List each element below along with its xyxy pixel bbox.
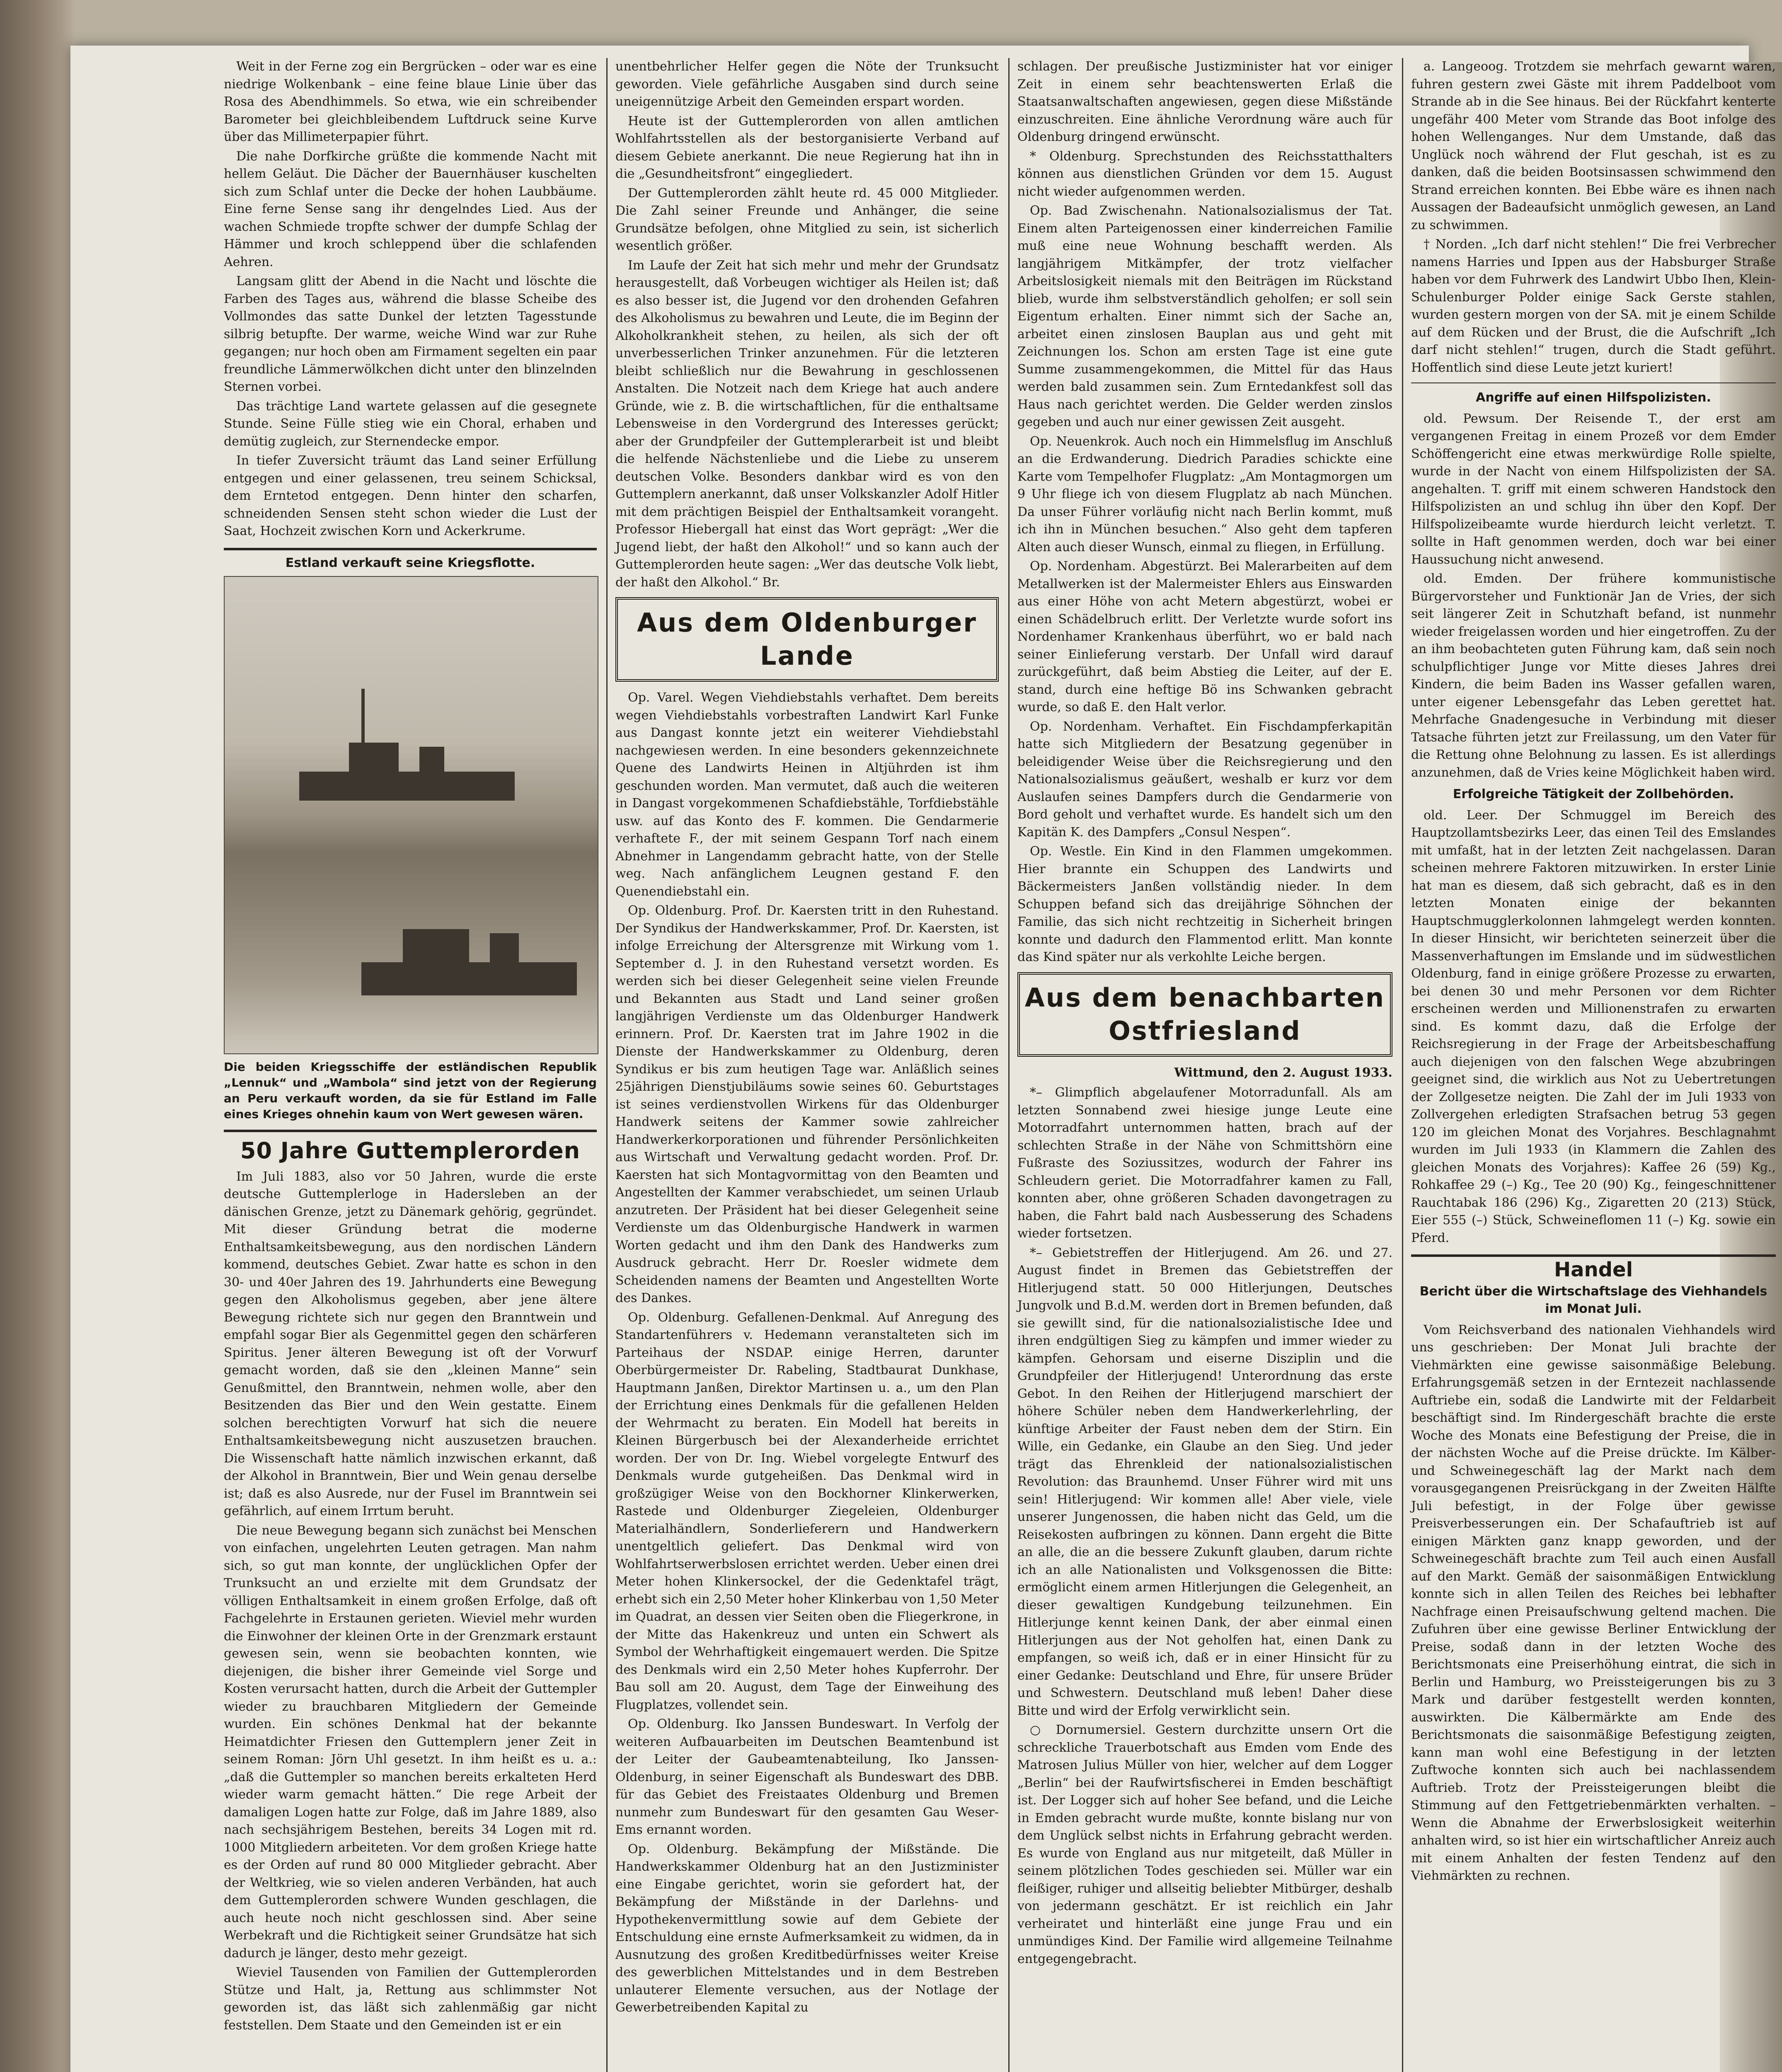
- ship-superstructure: [403, 929, 469, 962]
- news-report: * Oldenburg. Sprechstunden des Reichsstatthalters können aus dienstlichen Gründen vor dem 15. August nicht wieder aufgenommen werden.: [1017, 149, 1392, 199]
- news-report: Op. Varel. Wegen Viehdiebstahls verhaftet. Dem bereits wegen Viehdiebstahls vorbestraften Landwirt Karl Funke aus Dangast konnte jetzt ein weiterer Viehdiebstahl nachgewiesen werden. In eine besonders gekennzeichnete Quene des Landwirts Heinen in Altjührden ist ihm geschunden worden. Man vermutet, daß auch die weiteren in Dangast vorgekommenen Schafdiebstähle, Torfdiebstähle usw. auf das Konto des F. kommen. Die Gendarmerie verhaftete F., der mit seinem Gespann Torf nach einem Abnehmer in Langendamm gebracht hatte, von der Stelle weg. Nach anfänglichem Leugnen gestand F. den Quenendiebstahl ein.: [615, 690, 999, 899]
- section-rule: [224, 1130, 597, 1132]
- news-report: Op. Oldenburg. Gefallenen-Denkmal. Auf Anregung des Standartenführers v. Hedemann veranstalteten sich im Parteihaus der NSDAP. einige Herren, darunter Oberbürgermeister Dr. Rabeling, Stadtbaurat Dunkhase, Hauptmann Janßen, Direktor Martinsen u. a., um den Plan der Errichtung eines Denkmals für die gefallenen Helden der Wehrmacht zu beraten. Ein Modell hat bereits in Kleinen Bürgerbusch bei der Alexanderheide errichtet worden. Der von Dr. Ing. Wiebel vorgelegte Entwurf des Denkmals wurde gutgeheißen. Das Denkmal wird in großzügiger Weise von den Bockhorner Klinkerwerken, Rastede und Oldenburger Ziegeleien, Oldenburger Materialhändlern, Sonderlieferern und Handwerkern unentgeltlich geliefert. Das Denkmal wird von Wohlfahrtserwerbslosen errichtet werden. Ueber einen drei Meter hohen Klinkersockel, der die Gedenktafel trägt, erhebt sich ein 2,50 Meter hoher Klinkerbau von 1,50 Meter im Quadrat, an dessen vier Seiten oben die Fliegerkrone, in der Mitte das Hakenkreuz und unten ein Schwert als Symbol der Wehrhaftigkeit eingemauert werden. Die Spitze des Denkmals wird ein 2,50 Meter hohes Kupferrohr. Der Bau soll am 20. August, dem Tage der Einweihung des Flugplatzes, vollendet sein.: [615, 1310, 999, 1712]
- news-report: Op. Nordenham. Abgestürzt. Bei Malerarbeiten auf dem Metallwerken ist der Malermeister Ehlers aus Einswarden aus einer Höhe von acht Metern abgestürzt, wobei er einen Schädelbruch erlitt. Der Verletzte wurde sofort ins Nordenhamer Krankenhaus überführt, wo er bald nach seiner Einlieferung verstarb. Der Unfall wird darauf zurückgeführt, daß beim Abstieg die Leiter, auf der E. stand, durch eine heftige Bö ins Schwanken gebracht wurde, so daß E. den Halt verlor.: [1017, 559, 1392, 714]
- ship-funnel: [490, 933, 519, 962]
- section-rule: [1411, 1254, 1776, 1257]
- paragraph: Das trächtige Land wartete gelassen auf die gesegnete Stunde. Seine Fülle stieg wie ein Choral, erhaben und demütig zugleich, zur Sternendecke empor.: [224, 399, 597, 449]
- news-report: Op. Oldenburg. Bekämpfung der Mißstände. Die Handwerkskammer Oldenburg hat an den Justizminister eine Eingabe gerichtet, worin sie gefordert hat, der Bekämpfung der Mißstände in der Darlehns- und Hypothekenvermittlung sowie auf dem Gebiete der Entschuldung eine ernste Aufmerksamkeit zu widmen, da in Ausnutzung des großen Kreditbedürfnisses weiter Kreise des gewerblichen Mittelstandes und in dem Bestreben unlauterer Elemente versuchen, aus der Notlage der Gewerbetreibenden Kapital zu: [615, 1842, 999, 2015]
- news-report: Op. Nordenham. Verhaftet. Ein Fischdampferkapitän hatte sich Mitgliedern der Besatzung gegenüber in beleidigender Weise über die Reichsregierung und den Nationalsozialismus geäußert, weshalb er kurz vor dem Auslaufen seines Dampfers durch die Gendarmerie von Bord geholt und verhaftet wurde. Es handelt sich um den Kapitän K. des Dampfers „Consul Nespen“.: [1017, 719, 1392, 840]
- news-report: old. Pewsum. Der Reisende T., der erst am vergangenen Freitag in einem Prozeß vor dem Emder Schöffengericht eine etwas merkwürdige Rolle spielte, wurde in der Nacht von einem Hilfspolizisten der SA. angehalten. T. griff mit einem schweren Handstock den Hilfspolizisten an und schlug ihn über den Kopf. Der Hilfspolizeibeamte wurde hierdurch leicht verletzt. T. sollte in Haft genommen werden, doch war bei einer Haussuchung nicht anwesend.: [1411, 411, 1776, 567]
- paragraph: Wieviel Tausenden von Familien der Guttemplerorden Stütze und Halt, ja, Rettung aus schlimmster Not geworden ist, das läßt sich zahlenmäßig gar nicht feststellen. Dem Staate und den Gemeinden ist er ein: [224, 1965, 597, 2033]
- photo-title: Estland verkauft seine Kriegsflotte.: [285, 555, 535, 570]
- news-report: *– Glimpflich abgelaufener Motorradunfall. Als am letzten Sonnabend zwei hiesige junge Leute eine Motorradfahrt unternommen hatten, brach auf der schlechten Straße in der Nähe von Schmittshörn eine Fußraste des Soziussitzes, wodurch der Fahrer ins Schleudern geriet. Die Motorradfahrer kamen zu Fall, konnten aber, ohne größeren Schaden davongetragen zu haben, die Fahrt bald nach Ausbesserung des Schadens wieder fortsetzen.: [1017, 1085, 1392, 1241]
- ship-mast: [361, 689, 365, 747]
- paragraph: Im Juli 1883, also vor 50 Jahren, wurde die erste deutsche Guttemplerloge in Hadersleben an der dänischen Grenze, jetzt zu Dänemark gehörig, gegründet. Mit dieser Gründung betrat die moderne Enthaltsamkeitsbewegung, aus den nordischen Ländern kommend, deutsches Gebiet. Zwar hatte es schon in den 30- und 40er Jahren des 19. Jahrhunderts eine Bewegung gegen den Alkoholismus gegeben, aber jene ältere Bewegung richtete sich nur gegen den Branntwein und empfahl sogar Bier als Gegenmittel gegen den schärferen Spiritus. Jener älteren Bewegung ist oft der Vorwurf gemacht worden, daß sie den „kleinen Manne“ sein Genußmittel, den Branntwein, nehmen wolle, aber den Besitzenden das Bier und den Wein gestatte. Einem solchen berechtigten Vorwurf hat sich die neuere Enthaltsamkeitsbewegung nicht auszusetzen brauchen. Die Wissenschaft hatte nämlich inzwischen erkannt, daß der Alkohol in Branntwein, Bier und Wein genau derselbe ist; daß es also Ausrede, nur der Fusel im Branntwein sei gefährlich, auf einem Irrtum beruht.: [224, 1169, 597, 1518]
- paragraph: Weit in der Ferne zog ein Bergrücken – oder war es eine niedrige Wolkenbank – eine feine blaue Linie über das Rosa des Abendhimmels. So etwa, wie ein schreibender Barometer bei gleichbleibendem Luftdruck seine Kurve über das Millimeterpapier führt.: [224, 59, 597, 144]
- news-report: a. Langeoog. Trotzdem sie mehrfach gewarnt waren, fuhren gestern zwei Gäste mit ihrem Paddelboot vom Strande ab in die See hinaus. Bei der Rückfahrt kenterte ungefähr 400 Meter vom Strande das Boot infolge des hohen Wellenganges. Nur dem Umstande, daß das Unglück noch während der Flut geschah, ist es zu danken, daß die beiden Bootsinsassen schwimmend den Strand erreichen konnten. Bei Ebbe wäre es ihnen nach Aussagen der Badeaufsicht unmöglich gewesen, an Land zu schwimmen.: [1411, 59, 1776, 232]
- news-report: Op. Oldenburg. Iko Janssen Bundeswart. In Verfolg der weiteren Aufbauarbeiten im Deutschen Beamtenbund ist der Leiter der Gaubeamtenabteilung, Iko Janssen-Oldenburg, in seiner Eigenschaft als Bundeswart des DBB. für das Gebiet des Freistaates Oldenburg und Bremen nunmehr zum Bundeswart für den gesamten Gau Weser-Ems ernannt worden.: [615, 1717, 999, 1837]
- photo-caption: Die beiden Kriegsschiffe der estländischen Republik „Lennuk“ und „Wambola“ sind jetzt von der Regierung an Peru verkauft worden, da sie für Estland im Falle eines Krieges ohnehin kaum von Wert gewesen wären.: [224, 1060, 597, 1121]
- news-report: Op. Oldenburg. Prof. Dr. Kaersten tritt in den Ruhestand. Der Syndikus der Handwerkskammer, Prof. Dr. Kaersten, ist infolge Erreichung der Altersgrenze mit Wirkung vom 1. September d. J. in den Ruhestand versetzt worden. Es werden sich bei dieser Gelegenheit seine vielen Freunde und Bekannten aus Stadt und Land seiner großen langjährigen Verdienste um das Oldenburger Handwerk erinnern. Prof. Dr. Kaersten trat im Jahre 1902 in die Dienste der Handwerkskammer zu Oldenburg, deren Syndikus er bis zum heutigen Tage war. Anläßlich seines 25jährigen Dienstjubiläums sowie seines 60. Geburtstages ist seines verdienstvollen Wirkens für das Oldenburger Handwerk seitens der Kammer sowie zahlreicher Handwerkerkorporationen und führender Persönlichkeiten aus Wirtschaft und Verwaltung gedacht worden. Prof. Dr. Kaersten hat sich Montagvormittag von den Beamten und Angestellten der Kammer verabschiedet, um seinen Urlaub anzutreten. Der Präsident hat bei dieser Gelegenheit seine Verdienste um das Oldenburgische Handwerk in warmen Worten gedacht und ihm den Dank des Handwerks zum Ausdruck gebracht. Herr Dr. Roesler widmete dem Scheidenden namens der Beamten und Angestellten Worte des Dankes.: [615, 903, 999, 1305]
- column-1: [224, 58, 597, 2036]
- news-report: old. Emden. Der frühere kommunistische Bürgervorsteher und Funktionär Jan de Vries, der sich seit längerer Zeit in Schutzhaft befand, ist nunmehr wieder freigelassen worden und hier eingetroffen. Zu der an ihm beobachteten guten Führung kam, daß sein noch schulpflichtiger Junge vor Mitte dieses Jahres drei Kindern, die beim Baden ins Wasser gefallen waren, unter eigener Lebensgefahr das Leben gerettet hat. Mehrfache Gnadengesuche in Verbindung mit dieser Tatsache führten jetzt zur Freilassung, um den Vater für die Rettung ohne Belohnung zu lassen. Es ist allerdings anzunehmen, daß de Vries keine Möglichkeit haben wird.: [1411, 571, 1776, 780]
- column-divider: [1402, 58, 1403, 2072]
- dateline: Wittmund, den 2. August 1933.: [1174, 1065, 1392, 1080]
- ship-hull: [361, 962, 577, 995]
- section-header-box: Aus dem benachbarten Ostfriesland: [1017, 972, 1392, 1057]
- subheading: Bericht über die Wirtschaftslage des Viehhandels im Monat Juli.: [1419, 1284, 1767, 1316]
- headline: 50 Jahre Guttemplerorden: [240, 1138, 581, 1164]
- news-report: Op. Neuenkrok. Auch noch ein Himmelsflug im Anschluß an die Erdwanderung. Diedrich Paradies schickte eine Karte vom Tempelhofer Flugplatz: „Am Montagmorgen um 9 Uhr fliege ich von diesem Flugplatz ab nach München. Da unser Führer vorläufig nicht nach Berlin kommt, muß ich ihn in München besuchen.“ Also geht dem tapferen Alten auch dieser Wunsch, einmal zu fliegen, in Erfüllung.: [1017, 434, 1392, 554]
- paragraph: Heute ist der Guttemplerorden von allen amtlichen Wohlfahrtsstellen als der bestorganisierte Verband auf diesem Gebiete anerkannt. Die neue Regierung hat ihn in die „Gesundheitsfront“ eingegliedert.: [615, 114, 999, 181]
- paragraph: Der Guttemplerorden zählt heute rd. 45 000 Mitglieder. Die Zahl seiner Freunde und Anhänger, die seine Grundsätze befolgen, ohne Mitglied zu sein, ist sicherlich wesentlich größer.: [615, 186, 999, 253]
- section-rule: [224, 548, 597, 550]
- news-report: *– Gebietstreffen der Hitlerjugend. Am 26. und 27. August findet in Bremen das Gebietstreffen der Hitlerjugend statt. 50 000 Hitlerjungen, Deutsches Jungvolk und B.d.M. werden dort in Bremen befunden, daß sie gewillt sind, für die nationalsozialistische Idee und ihren endgültigen Sieg zu kämpfen und immer wieder zu kämpfen. Gehorsam und eiserne Disziplin und die Grundpfeiler der Hitlerjugend! Unterordnung das erste Gebot. In den Reihen der Hitlerjugend marschiert der höhere Schüler neben dem Handwerkerlehrling, der künftige Arbeiter der Faust neben dem der Stirn. Ein Wille, ein Gedanke, ein Glaube an den Sieg. Und jeder trägt das Ehrenkleid der nationalsozialistischen Revolution: das Braunhemd. Unser Führer wird mit uns sein! Hitlerjugend: Wir kommen alle! Aber viele, viele unserer Jungenossen, die haben nicht das Geld, um die Reisekosten aufbringen zu können. Dann ergeht die Bitte an alle, die an die bessere Zukunft glauben, darum richte ich an alle Nationalisten und Volksgenossen die Bitte: ermöglicht einem armen Hitlerjungen die Gelegenheit, an dieser gewaltigen Kundgebung teilzunehmen. Ein Hitlerjunge kennt keinen Dank, der aber einmal einen Hitlerjungen aus der Not geholfen hat, einen Dank zu empfangen, so weiß ich, daß er in einer Hinsicht für zu einer Gedanke: Deutschland und Ehre, für unsere Brüder und Schwestern. Deutschland muß leben! Daher diese Bitte und wird der Erfolg verwirklicht sein.: [1017, 1245, 1392, 1718]
- paragraph: Langsam glitt der Abend in die Nacht und löschte die Farben des Tages aus, während die blasse Scheibe des Vollmondes das satte Dunkel der letzten Tagesstunde silbrig betupfte. Der warme, weiche Wind war zur Ruhe gegangen; nur hoch oben am Firmament segelten ein paar freundliche Lämmerwölkchen dicht unter den blinzelnden Sternen vorbei.: [224, 274, 597, 394]
- subheading: Angriffe auf einen Hilfspolizisten.: [1476, 390, 1711, 405]
- ship-funnel: [419, 747, 444, 772]
- ship-superstructure: [349, 743, 399, 772]
- column-3: [1017, 58, 1392, 1970]
- news-report: old. Leer. Der Schmuggel im Bereich des Hauptzollamtsbezirks Leer, das einen Teil des Emslandes mit umfaßt, hat in der letzten Zeit nachgelassen. Daran scheinen mehrere Faktoren mitzuwirken. In erster Linie hat man es diesem, daß sich gebracht, daß es in den letzten Monaten einige der bekannten Hauptschmugglerkolonnen lahmgelegt werden konnten. In dieser Hinsicht, wir berichteten seinerzeit über die Massenverhaftungen im Emslande und im südwestlichen Oldenburg, fand in einige größere Prozesse zu erwarten, bei denen 30 und mehr Personen vor dem Richter erscheinen werden und Millionenstrafen zu erwarten sind. Es kommt dazu, daß die Erfolge der Reichsregierung in der Frage der Arbeitsbeschaffung auch diejenigen von den falschen Wege abzubringen geeignet sind, die wirklich aus Not zu Uebertretungen der Zollgesetze neigten. Die Zahl der im Juli 1933 von Zollvergehen erledigten Strafsachen betrug 53 gegen 120 im gleichen Monat des Vorjahres. Beschlagnahmt wurden im Juli 1933 (in Klammern die Zahlen des gleichen Monats des Vorjahres): Kaffee 26 (59) Kg., Rohkaffee 29 (–) Kg., Tee 20 (90) Kg., feingeschnittener Rauchtabak 186 (296) Kg., Zigaretten 20 (213) Stück, Eier 555 (–) Stück, Schweineflomen 11 (–) Kg. sowie ein Pferd.: [1411, 808, 1776, 1245]
- column-divider: [1008, 58, 1010, 2072]
- paragraph: Vom Reichsverband des nationalen Viehhandels wird uns geschrieben: Der Monat Juli brachte der Viehmärkten eine gewisse saisonmäßige Belebung. Erfahrungsgemäß setzen in der Erntezeit nachlassende Auftriebe ein, sodaß die Landwirte mit der Feldarbeit beschäftigt sind. Im Rindergeschäft brachte die erste Woche des Monats eine Befestigung der Preise, die in der nächsten Woche auf die Preise drückte. Im Kälber- und Schweinegeschäft lag der Markt nach dem vorausgegangenen Preisrückgang in der Zweiten Hälfte Juli befestigt, in der Folge über gewisse Preisverbesserungen ein. Der Schafauftrieb ist auf einigen Märkten ganz knapp geworden, und der Schweinegeschäft brachte zum Teil auch einen Ausfall auf den Markt. Gemäß der saisonmäßigen Entwicklung konnte sich in allen Teilen des Reiches bei lebhafter Nachfrage einen Preisaufschwung geltend machen. Die Zufuhren über eine gewisse Berliner Entwicklung der Preise, sodaß dann in der letzten Woche des Berichtsmonats eine Preiserhöhung eintrat, die sich in Berlin und Hamburg, wo Preissteigerungen bis zu 3 Mark und darüber festgestellt werden konnten, auswirkten. Die Kälbermärkte am Ende des Berichtsmonats die saisonmäßige Befestigung zeigten, kann man wohl eine Befestigung in der letzten Zuftwoche konnten sich auch bei nachlassendem Auftrieb. Trotz der Preissteigerungen bleibt die Stimmung auf den Fettgetriebenmärkten verhalten. – Wenn die Abnahme der Erwerbslosigkeit weiterhin anhalten wird, so ist hier ein wirtschaftlicher Anreiz auch mit einem Anhalten der festen Tendenz auf den Viehmärkten zu rechnen.: [1411, 1322, 1776, 1883]
- paragraph: Im Laufe der Zeit hat sich mehr und mehr der Grundsatz herausgestellt, daß Vorbeugen wichtiger als Heilen ist; daß es also besser ist, die Jugend vor den drohenden Gefahren des Alkoholismus zu bewahren und Leute, die im Beginn der Alkoholkrankheit stehen, zu heilen, als sich der oft unverbesserlichen Trinker anzunehmen. Für die letzteren bleibt schließlich nur die Bewahrung in geschlossenen Anstalten. Die Notzeit nach dem Kriege hat auch andere Gründe, wie z. B. die wirtschaftlichen, für die enthaltsame Lebensweise in den Vordergrund des Interesses gerückt; aber der Grundpfeiler der Guttemplerarbeit ist und bleibt die helfende Nächstenliebe und die Liebe zu unserem deutschen Volke. Besonders dankbar wird es von den Guttemplern anerkannt, daß unser Volkskanzler Adolf Hitler mit dem prächtigen Beispiel der Enthaltsamkeit vorangeht. Professor Hiebergall hat einst das Wort geprägt: „Wer die Jugend liebt, der haßt den Alkohol!“ und so kann auch der Guttemplerorden heute sagen: „Wer das deutsche Volk liebt, der haßt den Alkohol.“ Br.: [615, 258, 999, 590]
- column-divider: [606, 58, 608, 2072]
- column-2: [615, 58, 999, 2019]
- news-report: Op. Westle. Ein Kind in den Flammen umgekommen. Hier brannte ein Schuppen des Landwirts und Bäckermeisters Janßen vollständig nieder. In dem Schuppen befand sich das dreijährige Söhnchen der Familie, das sich nicht rechtzeitig in Sicherheit bringen konnte und dadurch den Flammentod erlitt. Man konnte das Kind später nur als verkohlte Leiche bergen.: [1017, 844, 1392, 964]
- news-report: † Norden. „Ich darf nicht stehlen!“ Die frei Verbrecher namens Harries und Ippen aus der Habsburger Straße haben vor dem Fuhrwerk des Landwirt Ubbo Ihen, Klein-Schulenburger Polder einige Sack Gerste stahlen, wurden gestern morgen von der SA. mit je einem Schilde auf dem Rücken und der Brust, die die Aufschrift „Ich darf nicht stehlen!“ trugen, durch die Stadt geführt. Hoffentlich sind diese Leute jetzt kuriert!: [1411, 237, 1776, 375]
- news-report: Op. Bad Zwischenahn. Nationalsozialismus der Tat. Einem alten Parteigenossen einer kinderreichen Familie muß eine neue Wohnung beschafft werden. Als langjährigem Mitkämpfer, der trotz vielfacher Arbeitslosigkeit niemals mit den Beiträgen im Rückstand blieb, wurde ihm selbstverständlich geholfen; er soll sein Eigentum erhalten. Einer nimmt sich der Sache an, arbeitet einen zinslosen Bauplan aus und geht mit Zeichnungen los. Schon am ersten Tage ist eine gute Summe zusammengekommen, die Mittel für das Haus werden bald zusammen sein. Zum Erntedankfest soll das Haus nach gerichtet werden. Die Gelder werden zinslos gegeben und auch nur einer gewissen Zeit ausgeht.: [1017, 203, 1392, 429]
- section-header-box: Aus dem Oldenburger Lande: [615, 597, 999, 682]
- warship-photo: [224, 576, 598, 1054]
- column-4: [1411, 58, 1776, 1887]
- paragraph: Die neue Bewegung begann sich zunächst bei Menschen von einfachen, ungelehrten Leuten getragen. Man nahm sich, so gut man konnte, der unglücklichen Opfer der Trunksucht an und erzielte mit dem Grundsatz der völligen Enthaltsamkeit in einem großen Erfolge, daß oft Fachgelehrte in Erstaunen gerieten. Wieviel mehr wurden die Einwohner der kleinen Orte in der Grenzmark erstaunt gewesen sein, wenn sie beobachten konnten, wie diejenigen, die bisher ihrer Gemeinde viel Sorge und Kosten verursacht hatten, durch die Arbeit der Guttempler wieder zu brauchbaren Mitgliedern der Gemeinde wurden. Ein schönes Denkmal hat der bekannte Heimatdichter Friesen den Guttemplern jener Zeit in seinem Roman: Jörn Uhl gesetzt. In ihm heißt es u. a.: „daß die Guttempler so manchen bereits erkalteten Herd wieder warm gemacht hätten.“ Die rege Arbeit der damaligen Logen hatte zur Folge, daß im Jahre 1889, also nach sechsjährigem Bestehen, bereits 34 Logen mit rd. 1000 Mitgliedern arbeiteten. Vor dem großen Kriege hatte es der Orden auf rund 80 000 Mitglieder gebracht. Aber der Weltkrieg, wie so vielen anderen Verbänden, hat auch dem Guttemplerorden schwere Wunden geschlagen, die auch heute noch nicht geschlossen sind. Aber seine Werbekraft und die Richtigkeit seiner Grundsätze hat sich dadurch je länger, desto mehr gezeigt.: [224, 1523, 597, 1961]
- subheading: Erfolgreiche Tätigkeit der Zollbehörden.: [1453, 787, 1734, 801]
- ship-hull: [299, 772, 515, 801]
- paragraph: schlagen. Der preußische Justizminister hat vor einiger Zeit in einem sehr beachtenswerten Erlaß die Staatsanwaltschaften angewiesen, gegen diese Mißstände einzuschreiten. Eine ähnliche Verordnung wäre auch für Oldenburg dringend erwünscht.: [1017, 59, 1392, 144]
- section-headline: Handel: [1554, 1258, 1633, 1281]
- section-rule: [1411, 382, 1776, 383]
- news-report: ○ Dornumersiel. Gestern durchzitte unsern Ort die schreckliche Trauerbotschaft aus Emden vom Ende des Matrosen Julius Müller von hier, welcher auf dem Logger „Berlin“ bei der Raufwirtsfischerei in Emden beschäftigt ist. Der Logger sich auf hoher See befand, und die Leiche in Emden gebracht wurde mußte, konnte bislang nur von dem Unglück selbst nichts in Erfahrung gebracht werden. Es wurde von England aus nur mitgeteilt, daß Müller in seinem plötzlichen Todes geschieden sei. Müller war ein fleißiger, ruhiger und allseitig beliebter Mitbürger, deshalb von jedermann geschätzt. Er ist reichlich ein Jahr verheiratet und hinterläßt eine junge Frau und ein unmündiges Kind. Der Familie wird allgemeine Teilnahme entgegengebracht.: [1017, 1723, 1392, 1966]
- paragraph: Die nahe Dorfkirche grüßte die kommende Nacht mit hellem Geläut. Die Dächer der Bauernhäuser kuschelten sich zum Schlaf unter die Decke der hohen Laubbäume. Eine ferne Sense sang ihr dengelndes Lied. Aus der wachen Schmiede tropfte schwer der dumpfe Schlag der Hämmer und kroch schleppend über die schlafenden Aehren.: [224, 149, 597, 269]
- paragraph: unentbehrlicher Helfer gegen die Nöte der Trunksucht geworden. Viele gefährliche Ausgaben sind durch seine uneigennützige Arbeit den Gemeinden erspart worden.: [615, 59, 999, 109]
- paragraph: In tiefer Zuversicht träumt das Land seiner Erfüllung entgegen und einer gelassenen, treu seinem Schicksal, dem Erntetod entgegen. Denn hinter den scharfen, schneidenden Sensen steht schon wieder die Lust der Saat, Hochzeit zwischen Korn und Ackerkrume.: [224, 453, 597, 538]
